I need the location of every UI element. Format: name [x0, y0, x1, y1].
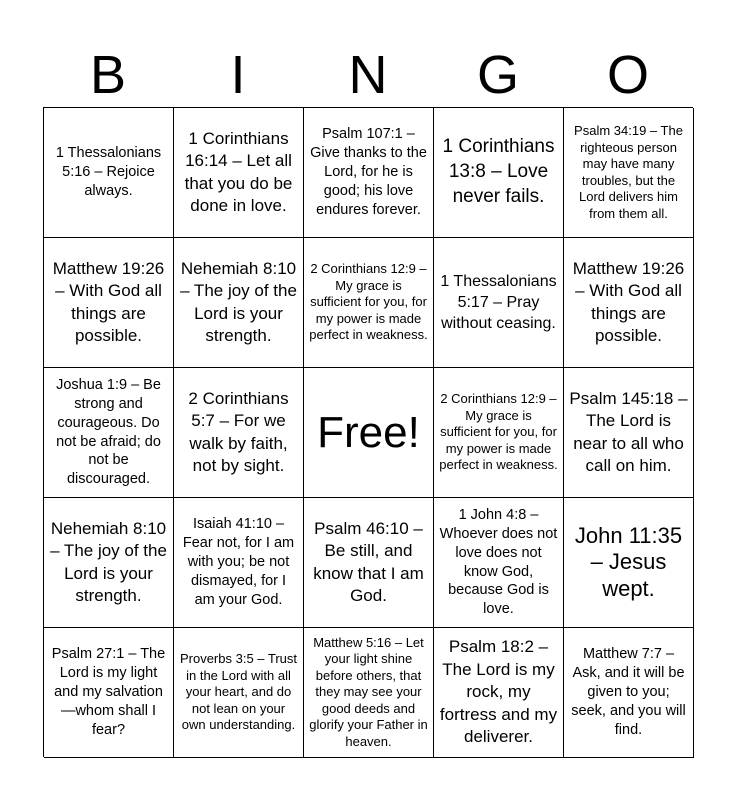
- bingo-cell: [434, 368, 564, 498]
- header-letter-o: O: [606, 45, 649, 105]
- free-space-cell: [304, 368, 434, 498]
- cell-text: Psalm 107:1 – Give thanks to the Lord, for he is good; his love endures forever.: [310, 126, 427, 218]
- bingo-cell: [174, 238, 304, 368]
- cell-text: 1 Corinthians 16:14 – Let all that you do be done in love.: [184, 128, 293, 215]
- bingo-cell: [44, 368, 174, 498]
- cell-text: Matthew 19:26 – With God all things are possible.: [572, 258, 685, 345]
- cell-text: Psalm 46:10 – Be still, and know that I am God.: [313, 518, 424, 605]
- bingo-cell: [174, 628, 304, 758]
- bingo-cell: [44, 108, 174, 238]
- bingo-cell: [304, 498, 434, 628]
- cell-text: 2 Corinthians 5:7 – For we walk by faith, not by sight.: [188, 388, 289, 475]
- bingo-cell: [174, 108, 304, 238]
- cell-text: 1 Thessalonians 5:17 – Pray without ceasing.: [440, 272, 557, 333]
- cell-text: Psalm 18:2 – The Lord is my rock, my fortress and my deliverer.: [439, 637, 558, 747]
- cell-text: John 11:35 – Jesus wept.: [574, 522, 683, 601]
- header-letter-g: G: [476, 45, 519, 105]
- header-letter-i: I: [230, 45, 246, 105]
- bingo-cell: [174, 368, 304, 498]
- bingo-cell: [304, 108, 434, 238]
- bingo-cell: [304, 628, 434, 758]
- bingo-cell: [564, 628, 694, 758]
- cell-text: 2 Corinthians 12:9 – My grace is sufficient for you, for my power is made perfect in weakness.: [439, 391, 558, 473]
- bingo-cell: [44, 498, 174, 628]
- bingo-cell: [564, 238, 694, 368]
- bingo-cell: [564, 368, 694, 498]
- bingo-cell: [564, 498, 694, 628]
- bingo-cell: [564, 108, 694, 238]
- cell-text: Proverbs 3:5 – Trust in the Lord with all your heart, and do not lean on your own understanding.: [179, 651, 298, 733]
- cell-text: Matthew 7:7 – Ask, and it will be given to you; seek, and you will find.: [571, 646, 686, 738]
- cell-text: Psalm 145:18 – The Lord is near to all who call on him.: [569, 388, 688, 475]
- header-letter-b: B: [89, 45, 127, 105]
- bingo-cell: [434, 498, 564, 628]
- cell-text: 1 Corinthians 13:8 – Love never fails.: [442, 136, 555, 207]
- bingo-cell: [434, 628, 564, 758]
- header-letter-n: N: [348, 45, 388, 105]
- bingo-card-grid: [43, 107, 693, 757]
- cell-text: Psalm 27:1 – The Lord is my light and my salvation—whom shall I fear?: [51, 646, 166, 738]
- cell-text: Nehemiah 8:10 – The joy of the Lord is your strength.: [180, 258, 297, 345]
- cell-text: Matthew 19:26 – With God all things are possible.: [52, 258, 165, 345]
- cell-text: 2 Corinthians 12:9 – My grace is sufficient for you, for my power is made perfect in weakness.: [309, 261, 428, 343]
- bingo-cell: [44, 238, 174, 368]
- cell-text: Joshua 1:9 – Be strong and courageous. Do not be afraid; do not be discouraged.: [56, 376, 161, 488]
- cell-text: Psalm 34:19 – The righteous person may have many troubles, but the Lord delivers him from them all.: [574, 123, 683, 221]
- free-space-text: Free!: [317, 407, 420, 457]
- cell-text: Isaiah 41:10 – Fear not, for I am with you; be not dismayed, for I am your God.: [182, 516, 295, 608]
- bingo-header: [43, 44, 693, 106]
- cell-text: Nehemiah 8:10 – The joy of the Lord is your strength.: [50, 518, 167, 605]
- bingo-cell: [434, 108, 564, 238]
- bingo-cell: [174, 498, 304, 628]
- bingo-cell: [304, 238, 434, 368]
- cell-text: 1 John 4:8 – Whoever does not love does not know God, because God is love.: [439, 506, 558, 618]
- bingo-cell: [44, 628, 174, 758]
- cell-text: 1 Thessalonians 5:16 – Rejoice always.: [55, 145, 162, 199]
- cell-text: Matthew 5:16 – Let your light shine before others, that they may see your good deeds and glorify your Father in heaven.: [309, 634, 428, 749]
- bingo-cell: [434, 238, 564, 368]
